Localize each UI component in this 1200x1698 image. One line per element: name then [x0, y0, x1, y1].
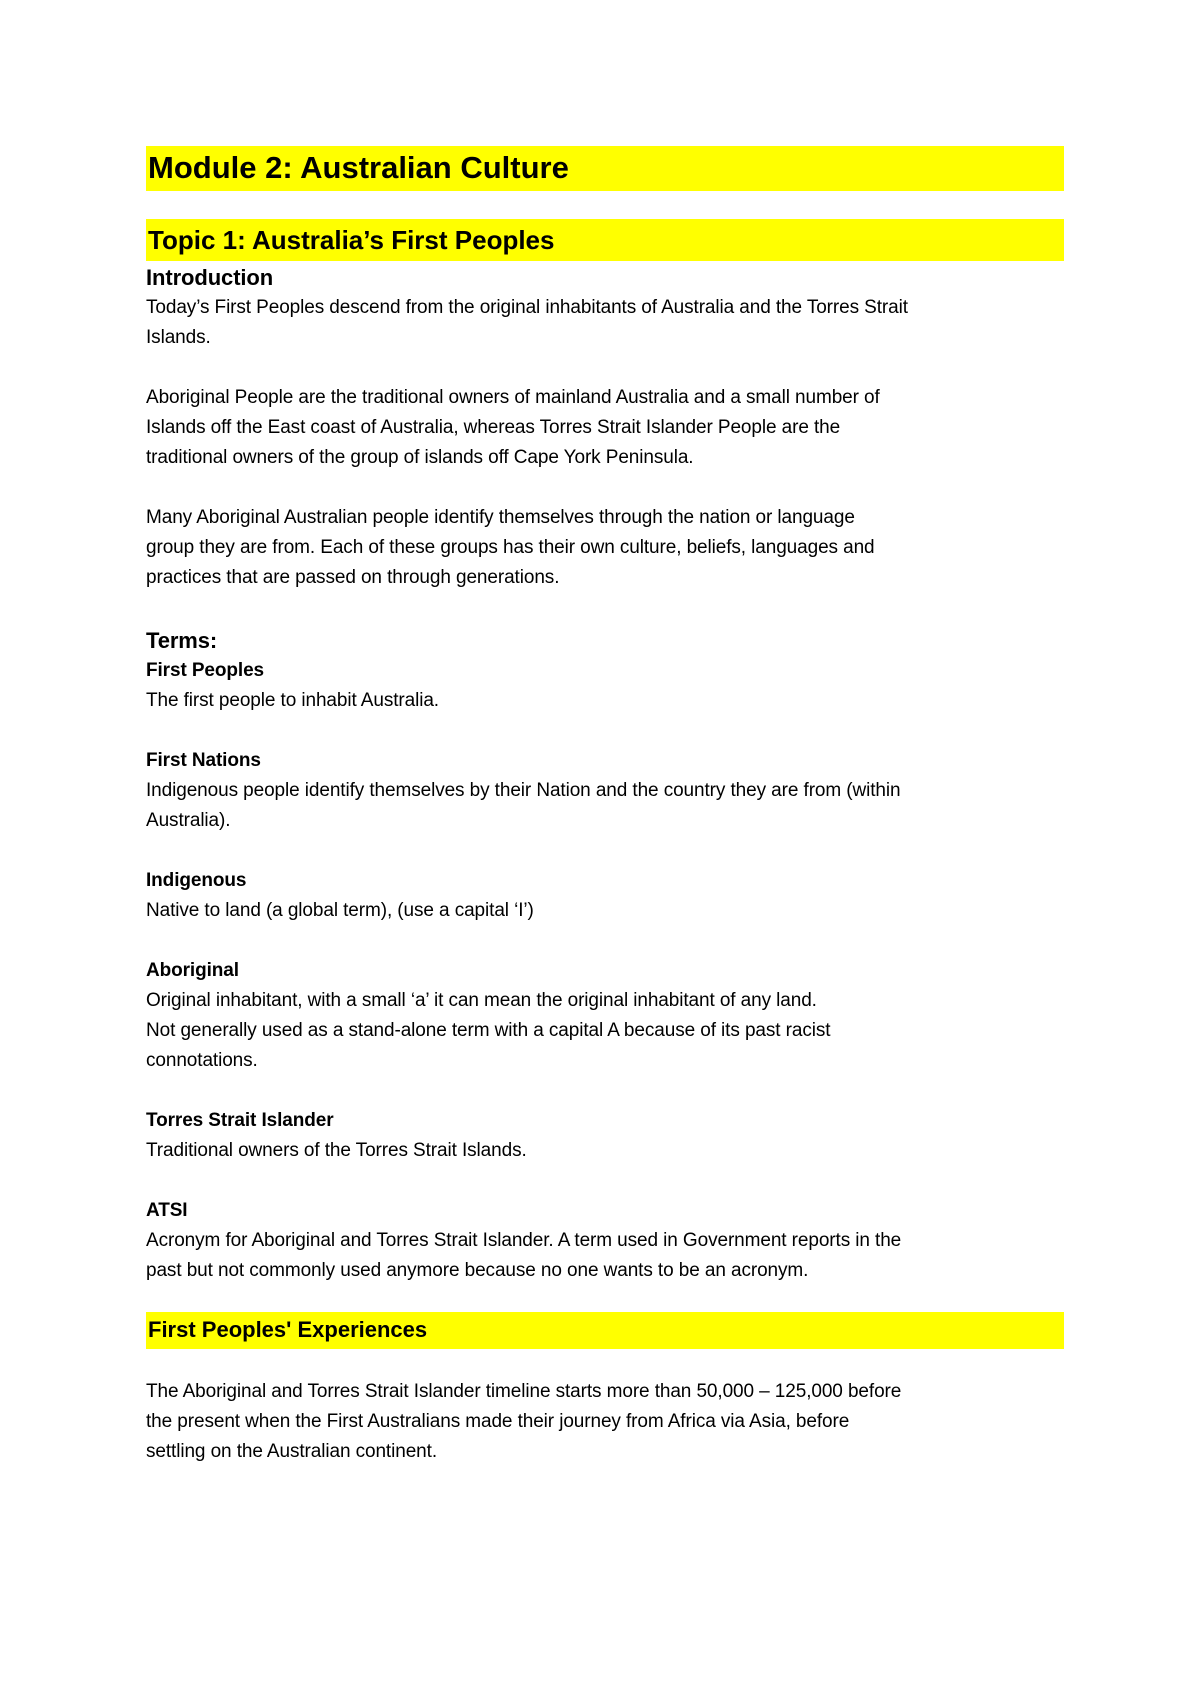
module-title: Module 2: Australian Culture: [148, 150, 569, 185]
term-torres-strait-islander-definition: Traditional owners of the Torres Strait Islands.: [146, 1140, 527, 1161]
module-title-highlight: [146, 146, 1064, 191]
intro-paragraph-3-line-3: practices that are passed on through generations.: [146, 567, 560, 588]
term-first-nations-definition-line-1: Indigenous people identify themselves by their Nation and the country they are from (within: [146, 780, 901, 801]
experiences-paragraph-line-2: the present when the First Australians made their journey from Africa via Asia, before: [146, 1411, 850, 1432]
term-first-peoples: First Peoples: [146, 660, 265, 681]
term-indigenous: Indigenous: [146, 870, 247, 891]
terms-section: [146, 626, 1064, 1286]
term-aboriginal-definition-line-3: connotations.: [146, 1050, 258, 1071]
experiences-heading-highlight: [146, 1312, 1064, 1349]
intro-paragraph-1-line-1: Today’s First Peoples descend from the original inhabitants of Australia and the Torres Strait: [146, 297, 908, 318]
experiences-paragraph-line-3: settling on the Australian continent.: [146, 1441, 437, 1462]
topic-title: Topic 1: Australia’s First Peoples: [148, 225, 555, 255]
term-indigenous-definition: Native to land (a global term), (use a capital ‘I’): [146, 900, 534, 921]
term-aboriginal: Aboriginal: [146, 960, 239, 981]
term-aboriginal-definition-line-1: Original inhabitant, with a small ‘a’ it can mean the original inhabitant of any land.: [146, 990, 817, 1011]
experiences-paragraph-line-1: The Aboriginal and Torres Strait Islander timeline starts more than 50,000 – 125,000 before: [146, 1381, 902, 1402]
introduction-heading: Introduction: [146, 265, 274, 290]
intro-paragraph-3-line-2: group they are from. Each of these groups has their own culture, beliefs, languages and: [146, 537, 875, 558]
intro-paragraph-2-line-2: Islands off the East coast of Australia, whereas Torres Strait Islander People are the: [146, 417, 841, 438]
term-torres-strait-islander: Torres Strait Islander: [146, 1110, 334, 1131]
term-atsi: ATSI: [146, 1200, 188, 1221]
intro-paragraph-2-line-3: traditional owners of the group of islands off Cape York Peninsula.: [146, 447, 694, 468]
experiences-heading: First Peoples' Experiences: [148, 1317, 428, 1342]
term-atsi-definition-line-1: Acronym for Aboriginal and Torres Strait Islander. A term used in Government reports in the: [146, 1230, 902, 1251]
introduction-section: [146, 263, 1064, 593]
term-first-peoples-definition: The first people to inhabit Australia.: [146, 690, 439, 711]
terms-heading: Terms:: [146, 628, 218, 653]
term-first-nations: First Nations: [146, 750, 261, 771]
term-atsi-definition-line-2: past but not commonly used anymore because no one wants to be an acronym.: [146, 1260, 809, 1281]
topic-title-highlight: [146, 219, 1064, 261]
intro-paragraph-2-line-1: Aboriginal People are the traditional owners of mainland Australia and a small number of: [146, 387, 880, 408]
experiences-section: [146, 1377, 1064, 1467]
intro-paragraph-1-line-2: Islands.: [146, 327, 211, 348]
intro-paragraph-3-line-1: Many Aboriginal Australian people identify themselves through the nation or language: [146, 507, 855, 528]
term-first-nations-definition-line-2: Australia).: [146, 810, 231, 831]
term-aboriginal-definition-line-2: Not generally used as a stand-alone term with a capital A because of its past racist: [146, 1020, 831, 1041]
